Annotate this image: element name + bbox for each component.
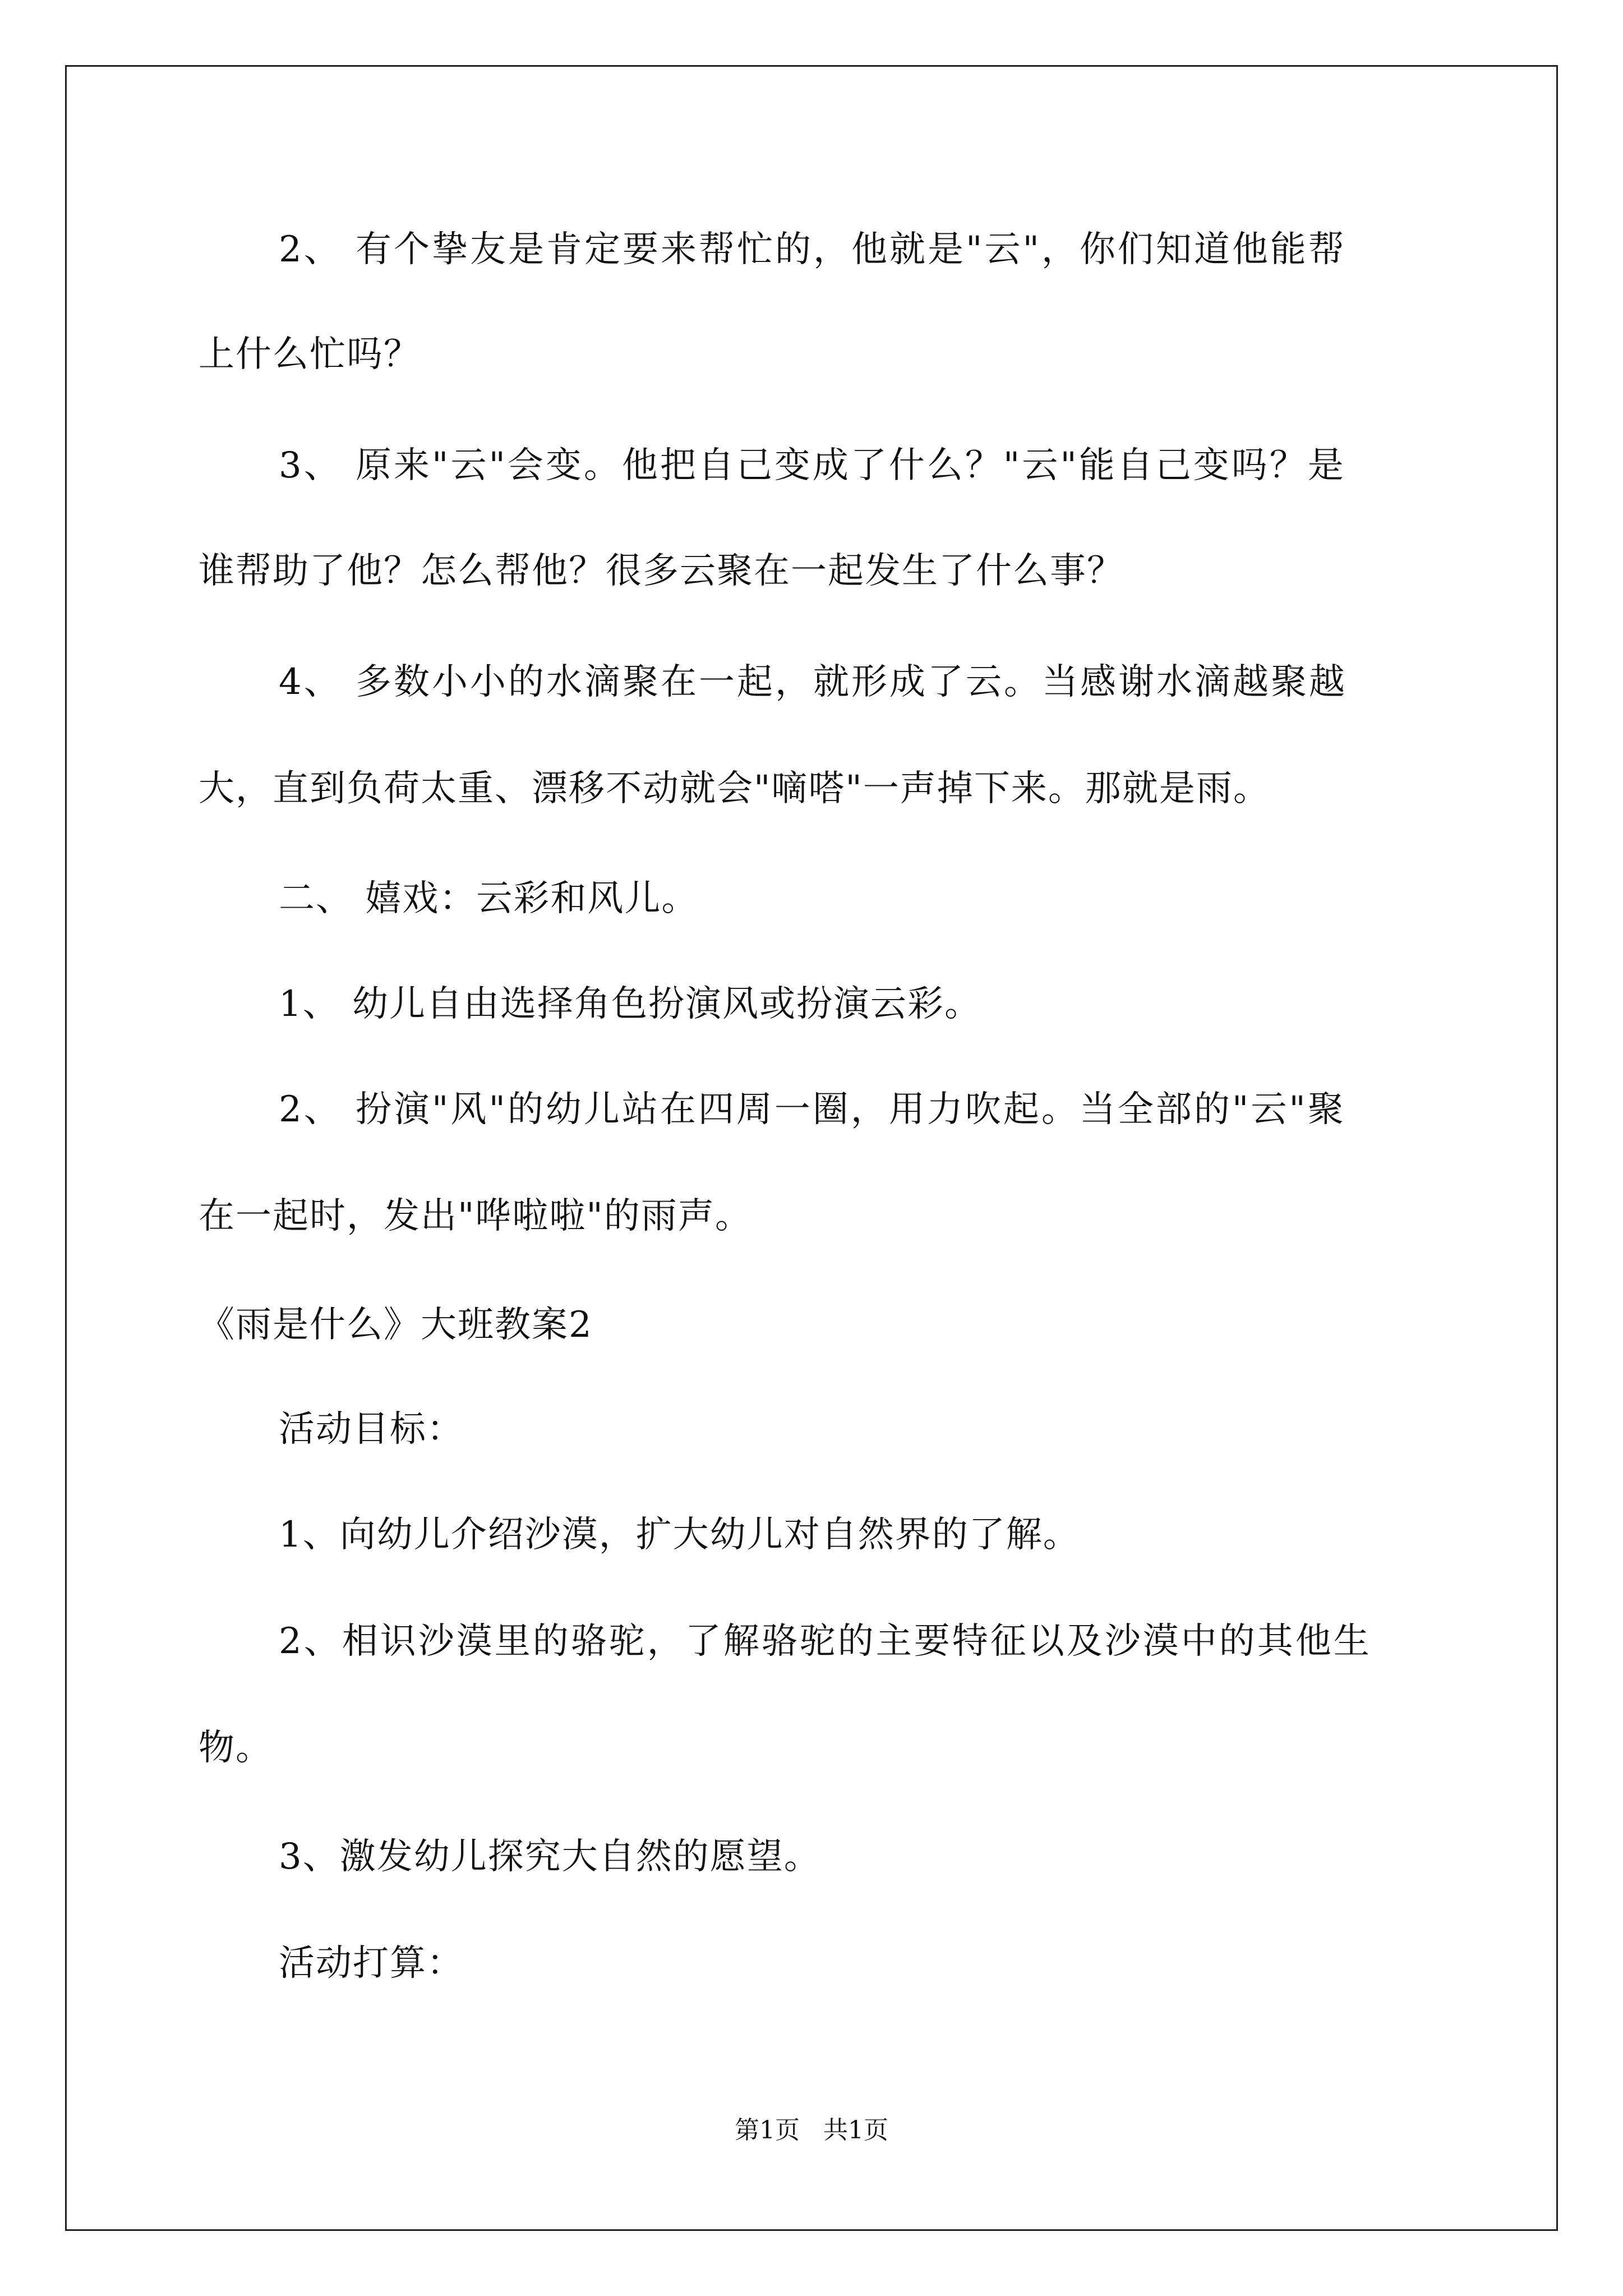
document-title: 《雨是什么》大班教案2 — [199, 1304, 593, 1346]
paragraph-line: 3、 原来"云"会变。他把自己变成了什么？"云"能自己变吗？是 — [279, 445, 1346, 486]
paragraph-line: 2、 有个挚友是肯定要来帮忙的，他就是"云"，你们知道他能帮 — [279, 229, 1347, 270]
paragraph-line: 大，直到负荷太重、漂移不动就会"嘀嗒"一声掉下来。那就是雨。 — [199, 768, 1270, 809]
paragraph-line: 2、相识沙漠里的骆驼，了解骆驼的主要特征以及沙漠中的其他生 — [279, 1621, 1372, 1662]
section-heading: 活动打算： — [279, 1943, 464, 1984]
paragraph-line: 3、激发幼儿探究大自然的愿望。 — [279, 1836, 821, 1878]
paragraph-line: 谁帮助了他？怎么帮他？很多云聚在一起发生了什么事？ — [199, 550, 1124, 592]
paragraph-line: 物。 — [199, 1727, 273, 1769]
paragraph-line: 在一起时，发出"哗啦啦"的雨声。 — [199, 1195, 752, 1237]
section-heading: 活动目标： — [279, 1409, 464, 1450]
page-footer: 第1页 共1页 — [735, 2116, 888, 2145]
paragraph-line: 1、 幼儿自由选择角色扮演风或扮演云彩。 — [279, 983, 982, 1025]
paragraph-line: 1、向幼儿介绍沙漠，扩大幼儿对自然界的了解。 — [279, 1514, 1080, 1556]
paragraph-line: 上什么忙吗？ — [199, 334, 421, 375]
section-heading: 二、 嬉戏：云彩和风儿。 — [279, 878, 699, 919]
paragraph-line: 2、 扮演"风"的幼儿站在四周一圈，用力吹起。当全部的"云"聚 — [279, 1089, 1346, 1130]
page-border — [65, 65, 1558, 2231]
paragraph-line: 4、 多数小小的水滴聚在一起，就形成了云。当感谢水滴越聚越 — [279, 661, 1348, 703]
